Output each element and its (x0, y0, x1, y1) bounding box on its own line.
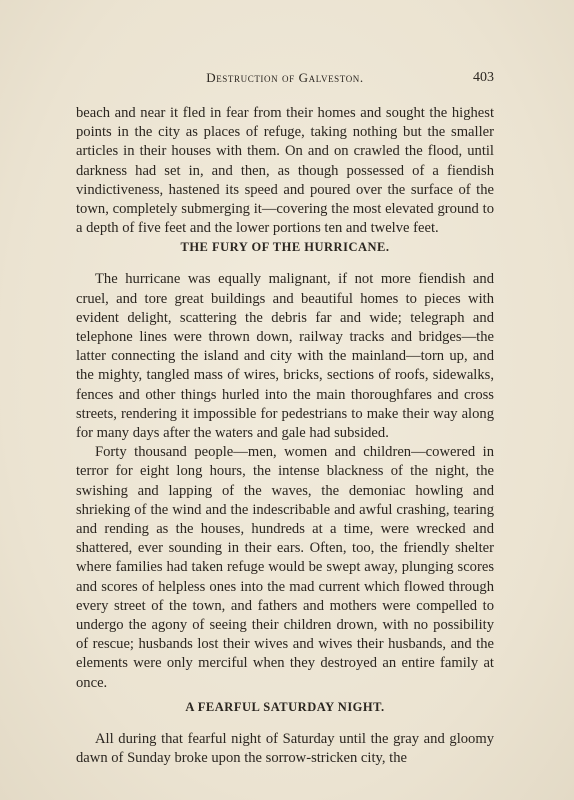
paragraph-continued: beach and near it fled in fear from their homes and sought the highest points in the city as places of refuge, taking nothing but the smaller articles in their houses with them. On and on crawled the flood, until darkness had set in, and then, as though possessed of a fiendish vindictiveness, hastened its speed and poured over the surface of the town, completely submerging it—covering the most elevated ground to a depth of five feet and the lower portions ten and twelve feet. (76, 105, 494, 237)
paragraph-forty-thousand: Forty thousand people—men, women and children—cowered in terror for eight long hours, the intense blackness of the night, the swishing and lapping of the waves, the demoniac howling and shrieking of the wind and the indescribable and awful crashing, tearing and rending as the houses, hundreds at a time, were wrecked and shattered, ever sounding in their ears. Often, too, the friendly shelter where families had taken refuge would be swept away, plunging scores and scores of helpless ones into the mad current which flowed through every street of the town, and fathers and mothers were compelled to undergo the agony of seeing their children drown, with no possibility of rescue; husbands lost their wives and wives their husbands, and the elements were only merciful when they destroyed an entire family at once. (76, 444, 494, 691)
section-heading-fearful-saturday-night: A FEARFUL SATURDAY NIGHT. (185, 699, 385, 714)
paragraph-hurricane: The hurricane was equally malignant, if not more fiendish and cruel, and tore great buildings and beautiful homes to pieces with evident delight, scattering the debris far and wide; telegraph and telephone lines were thrown down, railway tracks and bridges—the latter connecting the island and city with the mainland—torn up, and the mighty, tangled mass of wires, bricks, sections of roofs, sidewalks, fences and other things hurled into the main thoroughfares and cross streets, rendering it impossible for pedestrians to make their way along for many days after the waters and gale had subsided. (76, 271, 494, 442)
running-header (76, 70, 494, 92)
page-number: 403 (473, 70, 494, 85)
paragraph-saturday-night: All during that fearful night of Saturday until the gray and gloomy dawn of Sunday broke upon the sorrow-stricken city, the (76, 730, 494, 767)
section-heading-fury-of-hurricane: THE FURY OF THE HURRICANE. (180, 240, 390, 255)
running-title: Destruction of Galveston. (206, 70, 364, 85)
page-body (76, 104, 494, 768)
